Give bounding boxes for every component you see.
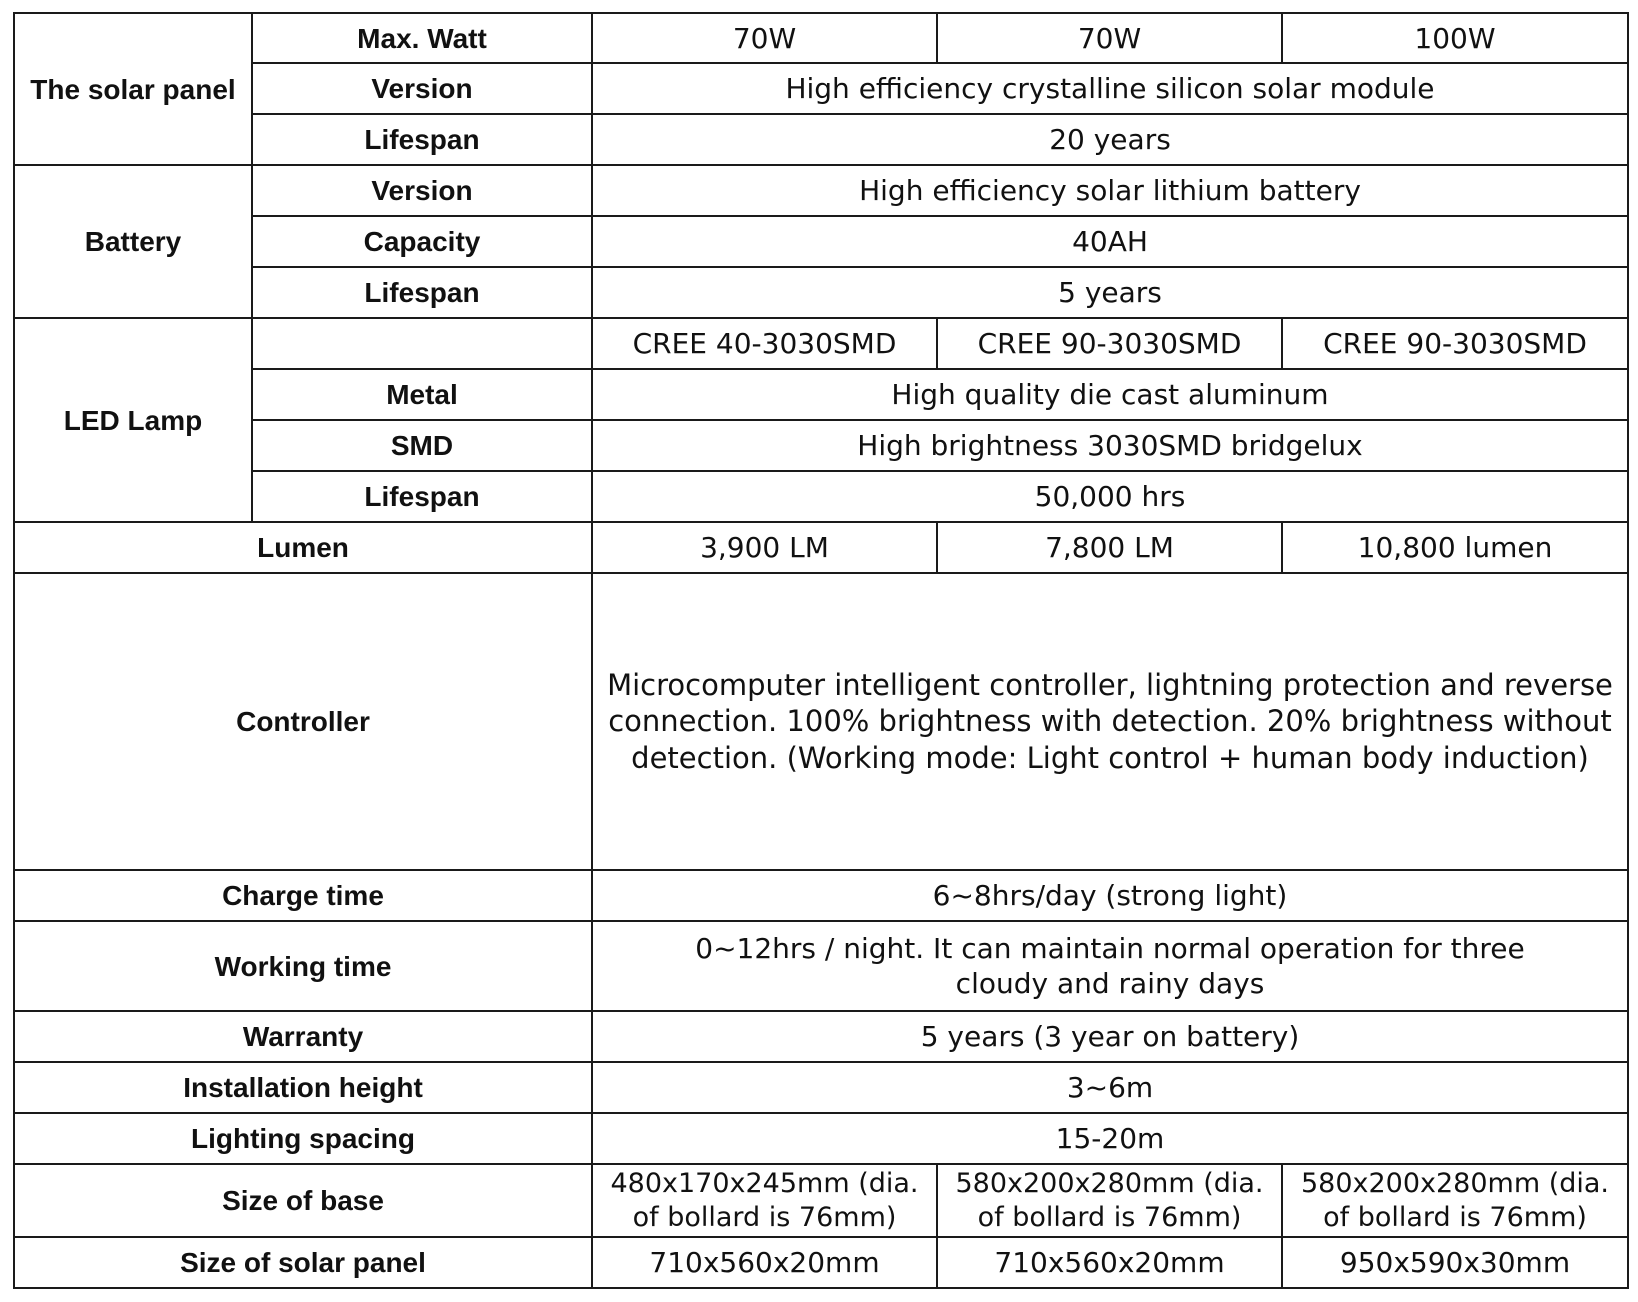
led-chip-2: CREE 90-3030SMD bbox=[937, 318, 1282, 369]
charge-time-value: 6~8hrs/day (strong light) bbox=[592, 870, 1628, 921]
row-warranty bbox=[14, 1011, 1628, 1062]
label-panel-version: Version bbox=[252, 63, 592, 114]
row-led-chips bbox=[14, 318, 1628, 369]
group-led-lamp: LED Lamp bbox=[14, 318, 252, 522]
max-watt-1: 70W bbox=[592, 13, 937, 63]
battery-version-value: High efficiency solar lithium battery bbox=[592, 165, 1628, 216]
battery-lifespan-value: 5 years bbox=[592, 267, 1628, 318]
size-of-solar-panel-1: 710x560x20mm bbox=[592, 1237, 937, 1288]
row-installation-height bbox=[14, 1062, 1628, 1113]
size-of-base-3: 580x200x280mm (dia. of bollard is 76mm) bbox=[1282, 1164, 1628, 1237]
label-led-metal: Metal bbox=[252, 369, 592, 420]
label-working-time: Working time bbox=[14, 921, 592, 1011]
label-panel-lifespan: Lifespan bbox=[252, 114, 592, 165]
row-max-watt bbox=[14, 13, 1628, 63]
controller-value: Microcomputer intelligent controller, lightning protection and reverse connection. 100% brightness with detection. 20% brightness without detection. (Working mode: Light control + human body induction) bbox=[592, 573, 1628, 870]
group-solar-panel: The solar panel bbox=[14, 13, 252, 165]
label-controller: Controller bbox=[14, 573, 592, 870]
row-panel-version bbox=[14, 63, 1628, 114]
row-size-of-solar-panel bbox=[14, 1237, 1628, 1288]
label-max-watt: Max. Watt bbox=[252, 13, 592, 63]
row-battery-version bbox=[14, 165, 1628, 216]
row-led-metal bbox=[14, 369, 1628, 420]
label-led-chips bbox=[252, 318, 592, 369]
row-lighting-spacing bbox=[14, 1113, 1628, 1164]
row-led-smd bbox=[14, 420, 1628, 471]
label-size-of-base: Size of base bbox=[14, 1164, 592, 1237]
label-led-smd: SMD bbox=[252, 420, 592, 471]
max-watt-3: 100W bbox=[1282, 13, 1628, 63]
size-of-base-1: 480x170x245mm (dia. of bollard is 76mm) bbox=[592, 1164, 937, 1237]
size-of-base-2: 580x200x280mm (dia. of bollard is 76mm) bbox=[937, 1164, 1282, 1237]
battery-capacity-value: 40AH bbox=[592, 216, 1628, 267]
panel-lifespan-value: 20 years bbox=[592, 114, 1628, 165]
row-lumen bbox=[14, 522, 1628, 573]
label-battery-version: Version bbox=[252, 165, 592, 216]
row-led-lifespan bbox=[14, 471, 1628, 522]
label-led-lifespan: Lifespan bbox=[252, 471, 592, 522]
label-size-of-solar-panel: Size of solar panel bbox=[14, 1237, 592, 1288]
label-battery-capacity: Capacity bbox=[252, 216, 592, 267]
led-chip-3: CREE 90-3030SMD bbox=[1282, 318, 1628, 369]
row-controller bbox=[14, 573, 1628, 870]
row-charge-time bbox=[14, 870, 1628, 921]
label-lumen: Lumen bbox=[14, 522, 592, 573]
size-of-solar-panel-3: 950x590x30mm bbox=[1282, 1237, 1628, 1288]
max-watt-2: 70W bbox=[937, 13, 1282, 63]
working-time-value: 0~12hrs / night. It can maintain normal operation for three cloudy and rainy days bbox=[592, 921, 1628, 1011]
label-battery-lifespan: Lifespan bbox=[252, 267, 592, 318]
installation-height-value: 3~6m bbox=[592, 1062, 1628, 1113]
label-warranty: Warranty bbox=[14, 1011, 592, 1062]
lumen-2: 7,800 LM bbox=[937, 522, 1282, 573]
group-battery: Battery bbox=[14, 165, 252, 318]
row-panel-lifespan bbox=[14, 114, 1628, 165]
led-smd-value: High brightness 3030SMD bridgelux bbox=[592, 420, 1628, 471]
led-chip-1: CREE 40-3030SMD bbox=[592, 318, 937, 369]
row-size-of-base bbox=[14, 1164, 1628, 1237]
label-lighting-spacing: Lighting spacing bbox=[14, 1113, 592, 1164]
row-working-time bbox=[14, 921, 1628, 1011]
lumen-3: 10,800 lumen bbox=[1282, 522, 1628, 573]
warranty-value: 5 years (3 year on battery) bbox=[592, 1011, 1628, 1062]
spec-table bbox=[13, 12, 1629, 1289]
label-installation-height: Installation height bbox=[14, 1062, 592, 1113]
led-lifespan-value: 50,000 hrs bbox=[592, 471, 1628, 522]
lumen-1: 3,900 LM bbox=[592, 522, 937, 573]
row-battery-lifespan bbox=[14, 267, 1628, 318]
led-metal-value: High quality die cast aluminum bbox=[592, 369, 1628, 420]
size-of-solar-panel-2: 710x560x20mm bbox=[937, 1237, 1282, 1288]
panel-version-value: High efficiency crystalline silicon solar module bbox=[592, 63, 1628, 114]
row-battery-capacity bbox=[14, 216, 1628, 267]
label-charge-time: Charge time bbox=[14, 870, 592, 921]
lighting-spacing-value: 15-20m bbox=[592, 1113, 1628, 1164]
